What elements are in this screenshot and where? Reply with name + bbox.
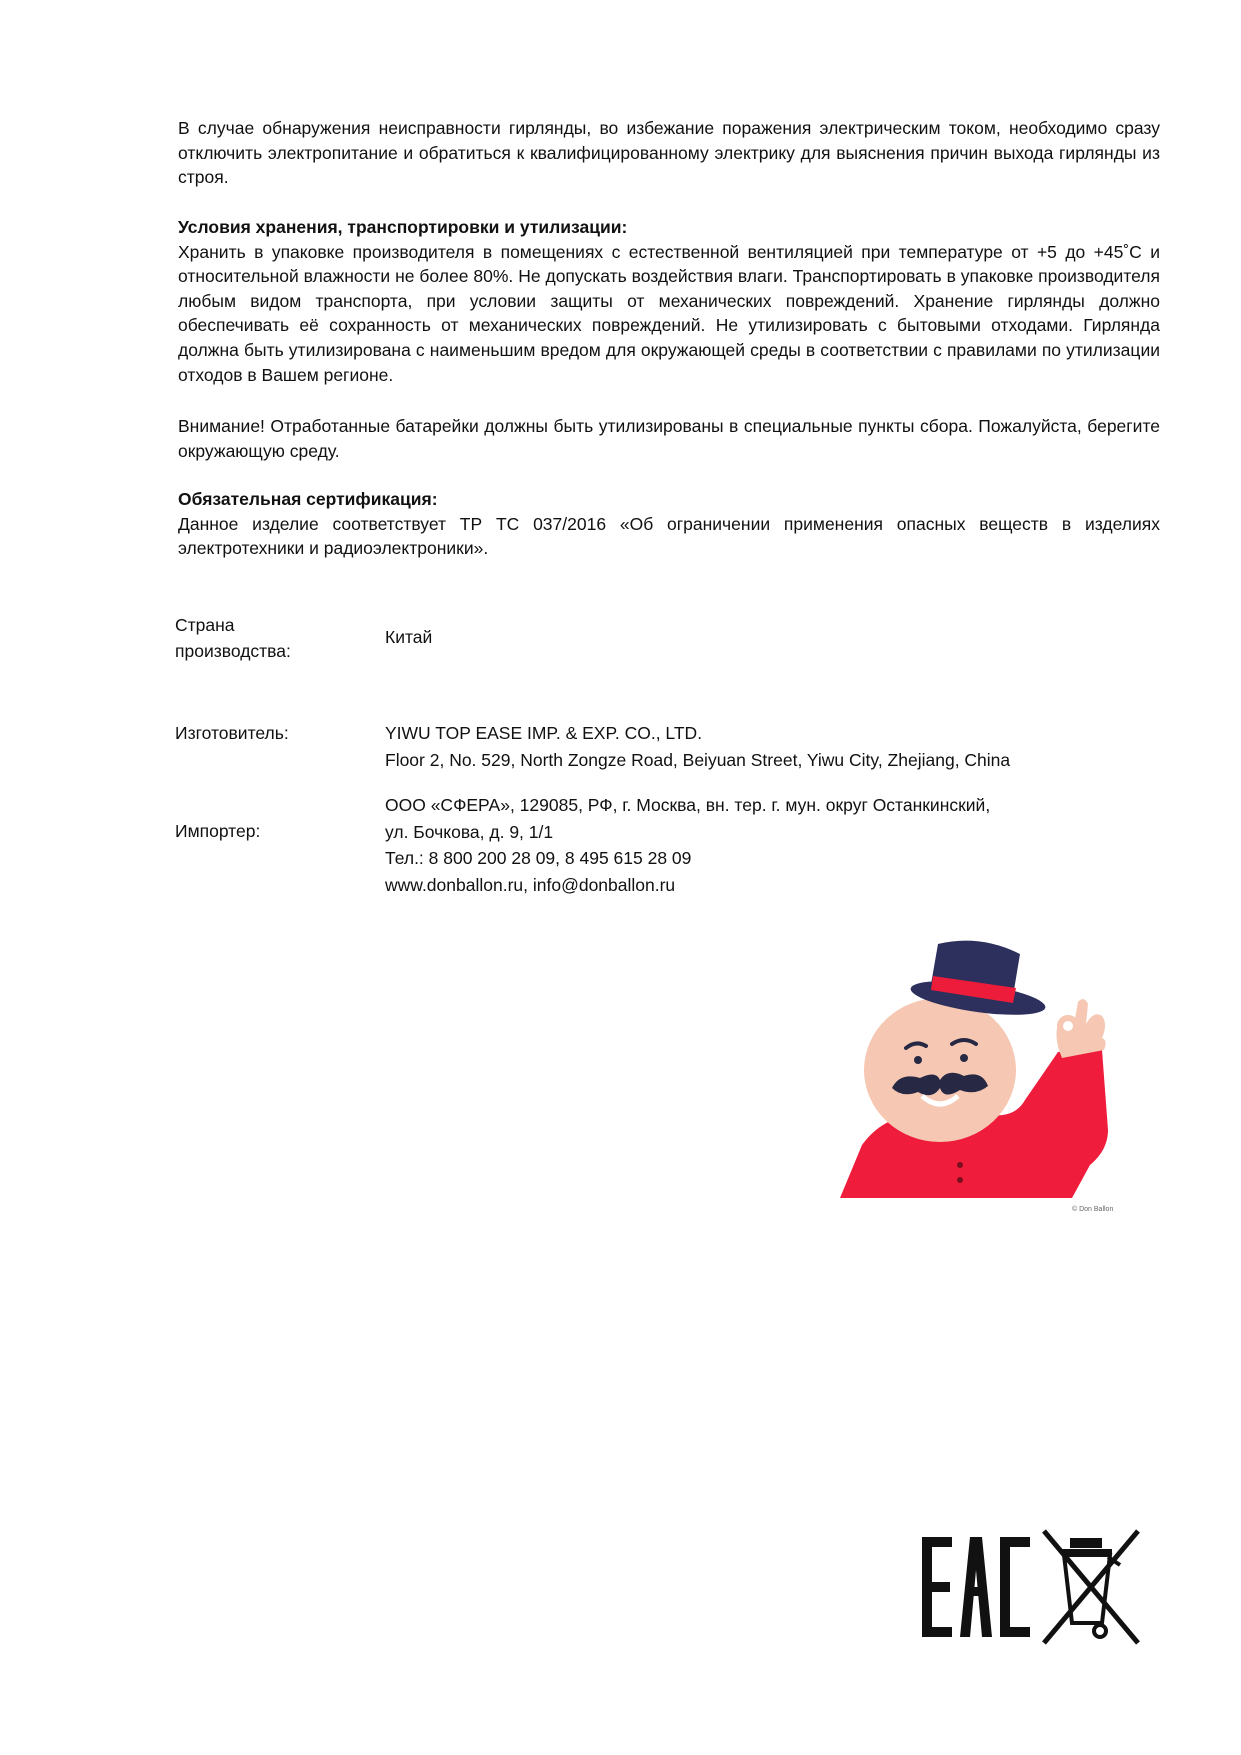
importer-phone: Тел.: 8 800 200 28 09, 8 495 615 28 09 (385, 848, 692, 868)
storage-text: Хранить в упаковке производителя в помещениях с естественной вентиляцией при температуре от +5 до +45˚С и относительной влажности не более 80%. Не допускать воздействия влаги. Транспортировать в упаковке производителя любым видом транспорта, при условии защиты от механических повреждений. Хранение гирлянды должно обеспечивать её сохранность от механических повреждений. Не утилизировать с бытовыми отходами. Гирлянда должна быть утилизирована с наименьшим вредом для окружающей среды в соответствии с правилами по утилизации отходов в Вашем регионе. (178, 241, 1160, 385)
batteries-section (178, 414, 1160, 463)
face-shape (864, 998, 1016, 1142)
manufacturer-label: Изготовитель: (175, 723, 289, 743)
importer-name: ООО «СФЕРА», 129085, РФ, г. Москва, вн. тер. г. мун. округ Останкинский, (385, 795, 991, 815)
don-ballon-mascot-icon (840, 940, 1150, 1240)
importer-street: ул. Бочкова, д. 9, 1/1 (385, 821, 554, 842)
country-label-line2: производства: (175, 641, 291, 661)
eac-and-weee-marks (920, 1525, 1170, 1655)
storage-heading: Условия хранения, транспортировки и утилизации: (178, 217, 628, 237)
mascot-illustration (840, 940, 1150, 1240)
mascot-copyright: © Don Ballon (1072, 1206, 1114, 1213)
importer-web: www.donballon.ru, info@donballon.ru (385, 874, 676, 895)
warning-section (178, 116, 1160, 190)
manufacturer-name: YIWU TOP EASE IMP. & EXP. CO., LTD. (385, 723, 703, 743)
country-label (175, 612, 291, 664)
country-label-line1: Страна (175, 615, 235, 635)
batteries-text: Внимание! Отработанные батарейки должны быть утилизированы в специальные пункты сбора. Пожалуйста, берегите окружающую среду. (178, 416, 1160, 461)
weee-bin-icon (1044, 1531, 1138, 1643)
button-dot (957, 1177, 963, 1183)
eye-right (960, 1054, 968, 1062)
button-dot (957, 1162, 963, 1168)
country-value: Китай (385, 627, 433, 647)
manufacturer-value (385, 720, 1010, 773)
eac-mark-icon (922, 1537, 1030, 1637)
storage-section (178, 215, 1160, 387)
certification-heading: Обязательная сертификация: (178, 489, 438, 509)
certification-text: Данное изделие соответствует ТР ТС 037/2016 «Об ограничении применения опасных веществ в изделиях электротехники и радиоэлектроники». (178, 513, 1160, 559)
ok-gesture-circle (1060, 1018, 1076, 1034)
compliance-marks (920, 1525, 1170, 1655)
warning-text: В случае обнаружения неисправности гирлянды, во избежание поражения электрическим током, необходимо сразу отключить электропитание и обратиться к квалифицированному электрику для выяснения причин выхода гирлянды из строя. (178, 118, 1160, 188)
importer-label: Импортер: (175, 821, 261, 841)
certification-section (178, 487, 1160, 561)
eye-left (914, 1056, 922, 1064)
manufacturer-address: Floor 2, No. 529, North Zongze Road, Beiyuan Street, Yiwu City, Zhejiang, China (385, 749, 1011, 770)
importer-value (385, 792, 990, 898)
